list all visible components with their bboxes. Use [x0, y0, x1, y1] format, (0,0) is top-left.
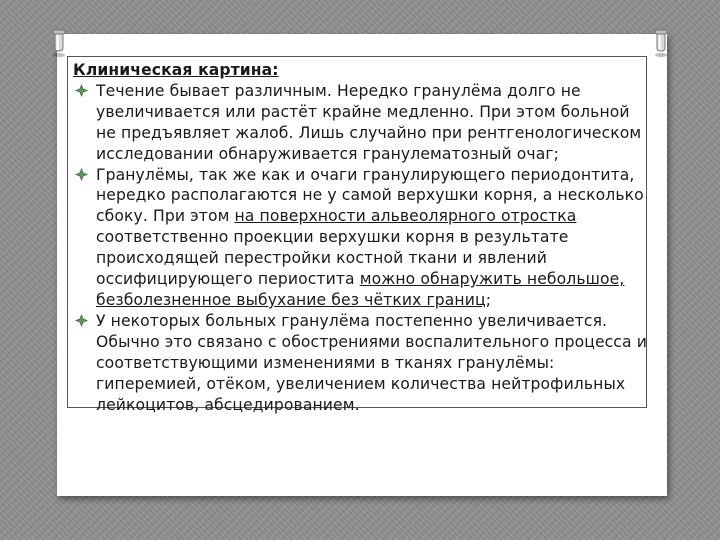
- underlined-text: на поверхности альвеолярного отростка: [234, 207, 577, 226]
- bullet-text: ;: [485, 290, 492, 309]
- slide-content: [73, 60, 653, 415]
- bullet-text: У некоторых больных гранулёма постепенно увеличивается. Обычно это связано с обострениями воспалительного процесса и соответствующими изменениями в тканях гранулёмы: гиперемией, отёком, увеличением количества нейтрофильных лейкоцитов, абсцедированием.: [96, 311, 647, 414]
- diamond-bullet-icon: [74, 83, 89, 98]
- underlined-text: можно обнаружить небольшое, безболезненное выбухание без чётких границ: [96, 270, 625, 309]
- diamond-bullet-icon: [74, 313, 89, 328]
- bullet-item-3: [73, 311, 653, 416]
- slide-heading: Клиническая картина:: [73, 61, 279, 79]
- bullet-item-1: [73, 81, 653, 165]
- pushpin-icon: [650, 28, 672, 58]
- bullet-text: Течение бывает различным. Нередко гранулёма долго не увеличивается или растёт крайне медленно. При этом больной не предъявляет жалоб. Лишь случайно при рентгенологическом исследовании обнаруживается гранулематозный очаг;: [96, 81, 642, 163]
- diamond-bullet-icon: [74, 167, 89, 182]
- bullet-text: Гранулёмы, так же как и очаги гранулирующего периодонтита, нередко располагаются не у самой верхушки корня, а несколько сбоку. При этом: [96, 165, 644, 226]
- bullet-item-2: [73, 165, 653, 311]
- bullet-text: соответственно проекции верхушки корня в результате происходящей перестройки костной ткани и явлений оссифицирующего периостита: [96, 228, 569, 289]
- pushpin-icon: [48, 28, 70, 58]
